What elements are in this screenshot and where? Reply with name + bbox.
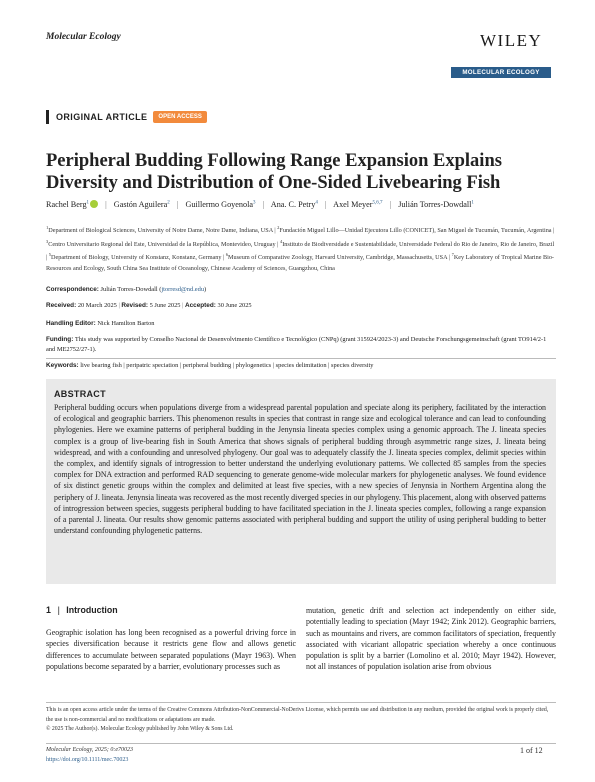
journal-band: MOLECULAR ECOLOGY bbox=[451, 67, 551, 78]
open-access-badge: OPEN ACCESS bbox=[153, 111, 206, 123]
affiliation-number: 1 bbox=[46, 225, 49, 230]
affiliation-number: 7 bbox=[451, 252, 454, 258]
author-separator: | bbox=[389, 200, 392, 209]
license-text: This is an open access article under the terms of the Creative Commons Attribution-NonCommercial-NoDerivs License, which permits use and distribution in any medium, provided the original work is properly cited, the use is non-commercial and no modifications or adaptations are made. bbox=[46, 707, 549, 723]
license-notice bbox=[46, 706, 556, 735]
body-column-right: mutation, genetic drift and selection act independently on either side, potentially leading to speciation (Mayr 1942; Zink 2012). Geographic barriers, such as mountains and rivers, are common facilitators of speciation, frequently associated with vicariant allopatric speciation whereby a once continuous population is split by a barrier (Lomolino et al. 2010; Mayr 1942). However, not all instances of population isolation arise from obvious bbox=[306, 606, 556, 672]
footer-divider bbox=[46, 743, 556, 744]
abstract-text: Peripheral budding occurs when populations diverge from a widespread parental population and speciate along its periphery, facilitated by the interaction of ecological and geographic barriers. This phenomenon results in species that contrast in range size and ecological tolerance and can lead to confounding phylogenies. Here we examine patterns of peripheral budding in the Jenynsia lineata species complex using a genomic approach. The J. lineata species complex is a group of live-bearing fish in South America that shows signals of peripheral budding through asymmetric range sizes, J. lineata being widespread, and with a confounding and unresolved phylogeny. Our goal was to adequately classify the J. lineata species complex, delimit species within the complex, and identify signals of introgression to better understand the underlying evolutionary patterns. We collected 85 samples from the species complex for DNA extraction and performed RAD sequencing to generate genome-wide molecular markers for phylogenetic analyses. We found evidence of six distinct genetic groups within the complex and delimited at least five species, with a new species of Jenynsia in Northern Argentina along the periphery of J. lineata. Jenynsia lineata was recovered as the most recently diverged species in our phylogeny. This placement, along with observed patterns of introgression between species, suggests peripheral budding to have facilitated speciation in the J. lineata species complex, following a range expansion of a parental J. lineata. Our results show genomic patterns associated with peripheral budding and support the utility of using peripheral budding to better understand confounding phylogenetic patterns. bbox=[54, 403, 546, 536]
article-dates bbox=[46, 302, 252, 309]
correspondence-name: Julián Torres-Dowdall bbox=[100, 286, 158, 293]
affiliation-number: 5 bbox=[48, 252, 52, 258]
author-affiliation-ref[interactable]: 1 bbox=[471, 200, 474, 206]
received-label: Received: bbox=[46, 302, 77, 309]
affiliation-text: Department of Biology, University of Konstanz, Konstanz, Germany bbox=[51, 254, 222, 262]
date-separator: | bbox=[118, 302, 122, 309]
doi-link[interactable]: https://doi.org/10.1111/mec.70023 bbox=[46, 757, 129, 763]
author-affiliation-ref[interactable]: 3 bbox=[252, 200, 256, 206]
date-separator: | bbox=[182, 302, 185, 309]
author-separator: | bbox=[105, 200, 107, 209]
section-number: 1 bbox=[46, 605, 51, 615]
divider bbox=[46, 358, 556, 359]
funding bbox=[46, 335, 556, 354]
orcid-icon[interactable] bbox=[90, 200, 98, 208]
keywords bbox=[46, 362, 556, 369]
author-affiliation-ref[interactable]: 2 bbox=[167, 200, 170, 206]
title-line-1: Peripheral Budding Following Range Expansion Explains bbox=[46, 151, 502, 171]
revised-date: 5 June 2025 bbox=[149, 302, 181, 309]
journal-name: Molecular Ecology bbox=[46, 32, 121, 42]
affiliation-separator: | bbox=[277, 240, 280, 248]
author-affiliation-ref[interactable]: 5,6,7 bbox=[372, 200, 383, 206]
section-separator: | bbox=[57, 605, 60, 615]
accepted-label: Accepted: bbox=[185, 302, 216, 309]
author-name[interactable]: Rachel Berg bbox=[46, 200, 87, 209]
author-list bbox=[46, 200, 556, 209]
revised-label: Revised: bbox=[121, 302, 148, 309]
page-number: 1 of 12 bbox=[520, 746, 543, 755]
article-type-bar bbox=[46, 110, 49, 124]
affiliation-separator: | bbox=[223, 254, 226, 262]
article-type-row bbox=[46, 110, 207, 124]
affiliation-text: Museum of Comparative Zoology, Harvard University, Cambridge, Massachusetts, USA bbox=[228, 254, 448, 262]
author-separator: | bbox=[176, 200, 179, 209]
author-name[interactable]: Axel Meyer bbox=[333, 200, 373, 209]
handling-editor-label: Handling Editor: bbox=[46, 320, 96, 327]
affiliation-number: 2 bbox=[277, 225, 280, 230]
section-title: Introduction bbox=[66, 605, 118, 615]
correspondence: Correspondence: Julián Torres-Dowdall (jtorresd@nd.edu) bbox=[46, 286, 207, 293]
author-separator: | bbox=[262, 200, 265, 209]
affiliation-number: 3 bbox=[46, 238, 49, 244]
author-affiliation-ref[interactable]: 1 bbox=[86, 200, 90, 206]
footer-divider bbox=[46, 702, 556, 703]
author-name[interactable]: Ana. C. Petry bbox=[270, 200, 316, 209]
handling-editor-name: Nick Hamilton Barton bbox=[97, 320, 155, 327]
copyright-text: © 2025 The Author(s). Molecular Ecology published by John Wiley & Sons Ltd. bbox=[46, 726, 234, 733]
affiliation-text: Fundación Miguel Lillo—Unidad Ejecutora Lillo (CONICET), San Miguel de Tucumán, Tucumán, Argentina bbox=[279, 227, 552, 235]
affiliation-text: Key Laboratory of Tropical Marine Bio-Resources and Ecology, South China Sea Institute of Oceanology, Chinese Academy of Sciences, Guangzhou, China bbox=[46, 254, 554, 272]
author-name[interactable]: Guillermo Goyenola bbox=[185, 200, 253, 209]
body-column-left: Geographic isolation has long been recognised as a powerful driving force in species diversification because it restricts gene flow and allows genetic differences to accumulate between separated populations (Mayr 1963). When populations become separated by a barrier, evolutionary processes such as bbox=[46, 628, 296, 671]
affiliation-number: 6 bbox=[225, 252, 229, 258]
article-title bbox=[46, 150, 556, 194]
affiliation-text: Department of Biological Sciences, University of Notre Dame, Notre Dame, Indiana, USA bbox=[48, 227, 273, 235]
correspondence-label: Correspondence: bbox=[46, 286, 99, 293]
keywords-label: Keywords: bbox=[46, 362, 79, 369]
citation: Molecular Ecology, 2025; 0:e70023 bbox=[46, 747, 133, 753]
section-heading bbox=[46, 605, 118, 615]
affiliation-separator: | bbox=[46, 254, 49, 262]
correspondence-email-link[interactable]: jtorresd@nd.edu bbox=[161, 286, 205, 293]
publisher-logo[interactable]: WILEY bbox=[480, 31, 543, 50]
funding-label: Funding: bbox=[46, 336, 74, 343]
author-affiliation-ref[interactable]: 4 bbox=[315, 200, 318, 206]
handling-editor bbox=[46, 320, 154, 327]
affiliation-separator: | bbox=[553, 227, 555, 235]
author-name[interactable]: Julián Torres-Dowdall bbox=[398, 200, 472, 209]
funding-text: This study was supported by Conselho Nacional de Desenvolvimento Científico e Tecnológico (CNPq) (grant 315924/2023-3) and Deutsche Forschungsgemeinschaft (grant TO914/2-1 and ME2752/27-1). bbox=[46, 336, 547, 353]
received-date: 20 March 2025 bbox=[77, 302, 117, 309]
affiliation-separator: | bbox=[448, 254, 452, 262]
author-name[interactable]: Gastón Aguilera bbox=[113, 200, 168, 209]
affiliation-text: Centro Universitario Regional del Este, Universidad de la República, Montevideo, Uruguay bbox=[48, 240, 276, 248]
affiliation-separator: | bbox=[274, 227, 278, 235]
abstract-heading: ABSTRACT bbox=[54, 389, 106, 399]
title-line-2: Diversity and Distribution of One-Sided Livebearing Fish bbox=[46, 173, 501, 193]
affiliation-text: Instituto de Biodiversidade e Sustentabilidade, Universidade Federal do Rio de Janeiro, Rio de Janeiro, Brazil bbox=[282, 240, 555, 248]
affiliation-number: 4 bbox=[279, 238, 283, 244]
article-type: ORIGINAL ARTICLE bbox=[56, 112, 148, 122]
accepted-date: 30 June 2025 bbox=[217, 302, 252, 309]
keywords-text: live bearing fish | peripatric speciation | peripheral budding | phylogenetics | species delimitation | species diversity bbox=[80, 362, 374, 369]
affiliations bbox=[46, 223, 556, 274]
author-separator: | bbox=[324, 200, 327, 209]
